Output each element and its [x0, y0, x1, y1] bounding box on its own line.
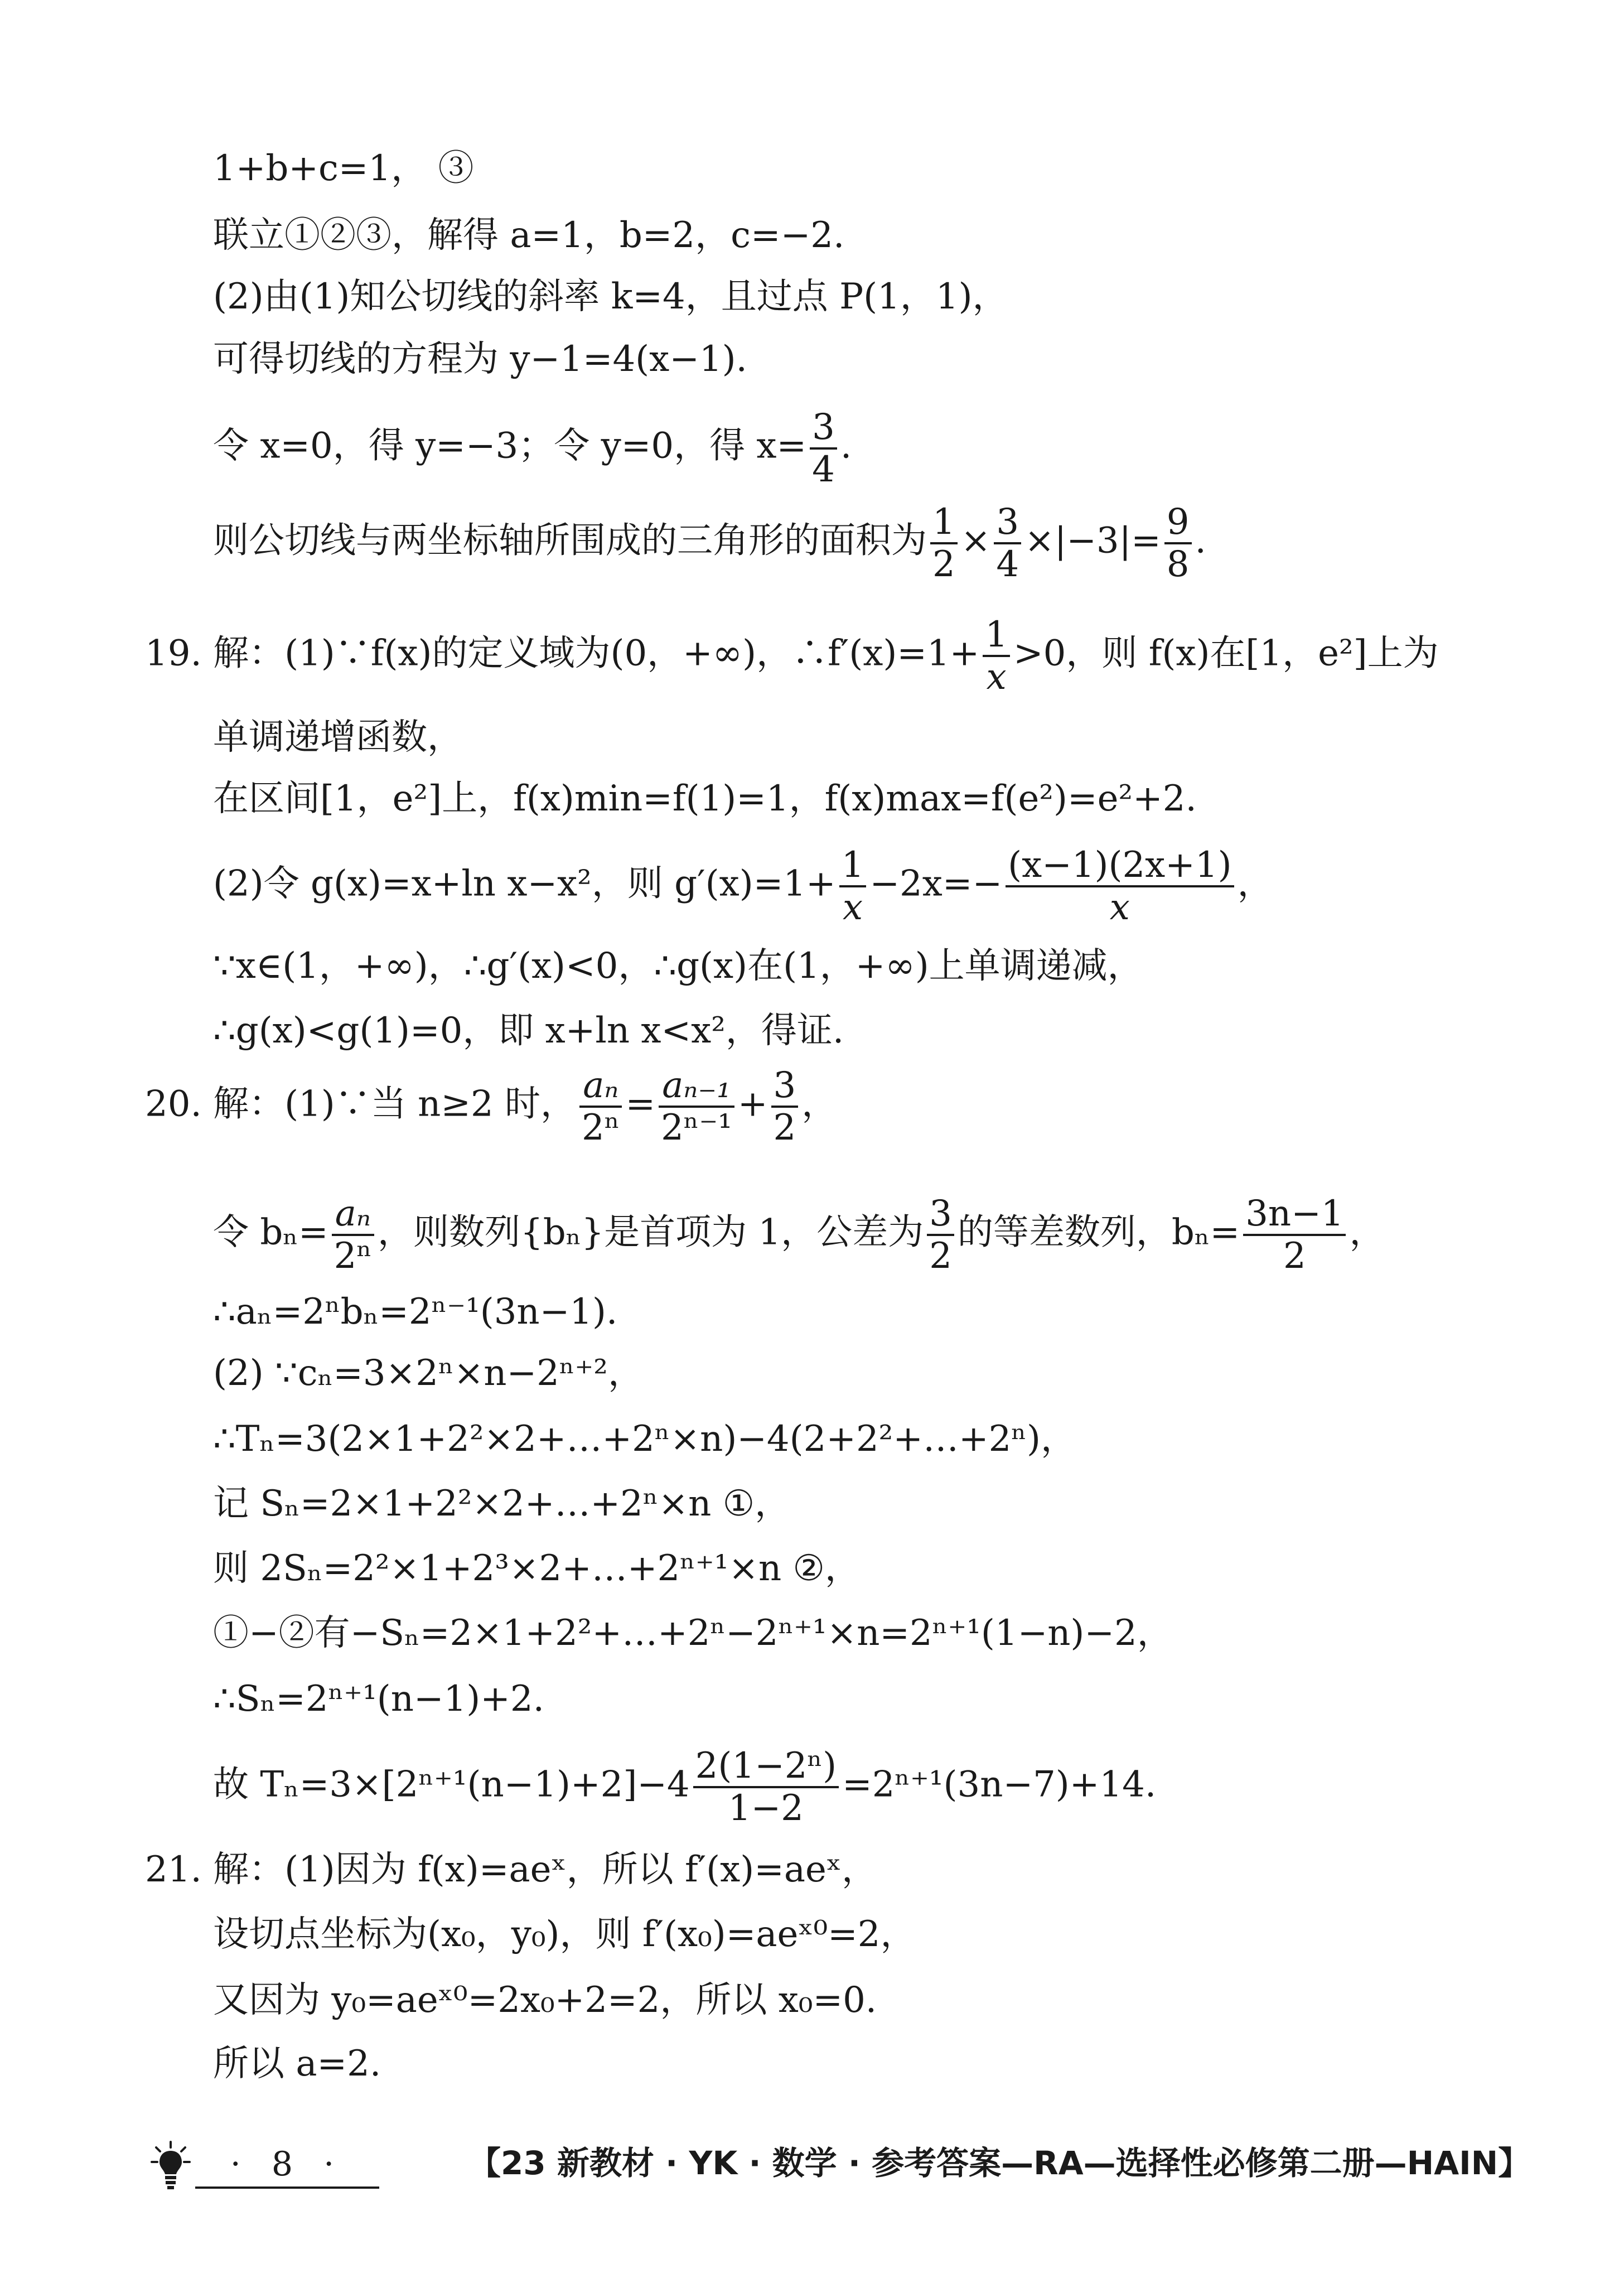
question-20: [145, 1065, 837, 1148]
text-segment: ，则数列{bₙ}是首项为 1，公差为: [378, 1212, 924, 1253]
text-segment: .: [840, 425, 852, 467]
fraction: [579, 1065, 622, 1148]
fraction: [1243, 1194, 1346, 1276]
fraction: [659, 1065, 734, 1148]
text-segment: ，: [1237, 863, 1273, 905]
denominator: 2: [1283, 1235, 1306, 1277]
text-line: [213, 1194, 1385, 1276]
denominator: 1−2: [728, 1788, 804, 1829]
denominator: 4: [812, 449, 835, 490]
text-segment: +: [737, 1083, 768, 1125]
text-segment: 令 x=0，得 y=−3；令 y=0，得 x=: [213, 425, 807, 467]
text-segment: 19. 解：(1)∵f(x)的定义域为(0，+∞)，∴f′(x)=1+: [145, 633, 980, 674]
text-line: 联立①②③，解得 a=1，b=2，c=−2.: [213, 215, 845, 256]
text-line: ①−②有−Sₙ=2×1+2²+…+2ⁿ−2ⁿ⁺¹×n=2ⁿ⁺¹(1−n)−2，: [213, 1613, 1173, 1654]
text-line: [213, 502, 1206, 585]
denominator: 8: [1166, 544, 1190, 585]
fraction: [930, 502, 958, 585]
denominator: 2: [773, 1107, 796, 1148]
text-line: 所以 a=2.: [213, 2043, 381, 2084]
numerator: aₙ₋₁: [659, 1065, 734, 1108]
text-line: ∴aₙ=2ⁿbₙ=2ⁿ⁻¹(3n−1).: [213, 1291, 618, 1333]
text-segment: 的等差数列，bₙ=: [957, 1212, 1240, 1253]
fraction: [839, 845, 867, 928]
denominator: 2ⁿ⁻¹: [661, 1107, 732, 1148]
fraction: [693, 1746, 839, 1828]
text-segment: =2ⁿ⁺¹(3n−7)+14.: [842, 1764, 1157, 1806]
text-line: ∴Tₙ=3(2×1+2²×2+…+2ⁿ×n)−4(2+2²+…+2ⁿ)，: [213, 1418, 1076, 1460]
text-segment: 故 Tₙ=3×[2ⁿ⁺¹(n−1)+2]−4: [213, 1764, 690, 1806]
numerator: 1: [839, 845, 867, 887]
text-line: 又因为 y₀=aeˣ⁰=2x₀+2=2，所以 x₀=0.: [213, 1980, 877, 2021]
numerator: 3: [771, 1065, 799, 1108]
denominator: x: [843, 887, 863, 928]
text-line: ∵x∈(1，+∞)，∴g′(x)<0，∴g(x)在(1，+∞)上单调递减，: [213, 945, 1143, 987]
fraction: [983, 615, 1010, 697]
text-segment: ，: [801, 1083, 838, 1125]
text-line: 在区间[1，e²]上，f(x)min=f(1)=1，f(x)max=f(e²)=e²+2.: [213, 778, 1197, 819]
fraction: [1164, 502, 1192, 585]
text-line: 则 2Sₙ=2²×1+2³×2+…+2ⁿ⁺¹×n ②，: [213, 1548, 861, 1589]
numerator: 3n−1: [1243, 1194, 1346, 1236]
text-line: [213, 1746, 1156, 1828]
text-line: [213, 845, 1273, 928]
denominator: x: [986, 657, 1007, 698]
text-line: 1+b+c=1， ③: [213, 148, 474, 189]
fraction: [332, 1194, 374, 1276]
text-segment: 则公切线与两坐标轴所围成的三角形的面积为: [213, 520, 927, 562]
denominator: 2ⁿ: [582, 1107, 620, 1148]
numerator: aₙ: [332, 1194, 374, 1236]
fraction: [927, 1194, 954, 1276]
numerator: 2(1−2ⁿ): [693, 1746, 839, 1788]
lightbulb-icon: [151, 2141, 191, 2191]
text-segment: 20. 解：(1)∵当 n≥2 时，: [145, 1083, 577, 1125]
text-line: ∴Sₙ=2ⁿ⁺¹(n−1)+2.: [213, 1678, 544, 1720]
numerator: 9: [1164, 502, 1192, 544]
fraction: [810, 407, 837, 490]
fraction: [994, 502, 1021, 585]
text-line: 单调递增函数，: [213, 717, 463, 758]
text-line: (2)由(1)知公切线的斜率 k=4，且过点 P(1，1)，: [213, 276, 1008, 317]
text-line: (2) ∵cₙ=3×2ⁿ×n−2ⁿ⁺²，: [213, 1353, 644, 1394]
text-segment: (2)令 g(x)=x+ln x−x²，则 g′(x)=1+: [213, 863, 836, 905]
fraction: [1006, 845, 1234, 928]
numerator: aₙ: [579, 1065, 622, 1108]
denominator: 2: [932, 544, 955, 585]
denominator: 2: [929, 1235, 952, 1277]
text-line: [213, 407, 852, 490]
question-21: 21. 解：(1)因为 f(x)=aeˣ，所以 f′(x)=aeˣ，: [145, 1849, 877, 1890]
numerator: 1: [930, 502, 958, 544]
text-segment: ，: [1349, 1212, 1385, 1253]
text-segment: =: [625, 1083, 656, 1125]
denominator: 4: [996, 544, 1019, 585]
text-segment: 令 bₙ=: [213, 1212, 328, 1253]
text-segment: −2x=−: [869, 863, 1003, 905]
numerator: 3: [810, 407, 837, 450]
text-segment: .: [1195, 520, 1206, 562]
text-segment: ×: [960, 520, 991, 562]
text-segment: >0，则 f(x)在[1，e²]上为: [1013, 633, 1439, 674]
numerator: 1: [983, 615, 1010, 657]
numerator: (x−1)(2x+1): [1006, 845, 1234, 887]
text-line: 设切点坐标为(x₀，y₀)，则 f′(x₀)=aeˣ⁰=2，: [213, 1914, 916, 1955]
text-segment: ×|−3|=: [1024, 520, 1161, 562]
text-line: 记 Sₙ=2×1+2²×2+…+2ⁿ×n ①，: [213, 1483, 791, 1524]
fraction: [771, 1065, 799, 1148]
question-19: [145, 615, 1439, 697]
text-line: ∴g(x)<g(1)=0，即 x+ln x<x²，得证.: [213, 1010, 844, 1051]
series-label: 【23 新教材 · YK · 数学 · 参考答案—RA—选择性必修第二册—HAIN】: [468, 2144, 1531, 2182]
page-number: · 8 ·: [195, 2142, 379, 2189]
numerator: 3: [927, 1194, 954, 1236]
numerator: 3: [994, 502, 1021, 544]
denominator: x: [1109, 887, 1130, 928]
denominator: 2ⁿ: [334, 1235, 373, 1277]
text-line: 可得切线的方程为 y−1=4(x−1).: [213, 339, 747, 380]
